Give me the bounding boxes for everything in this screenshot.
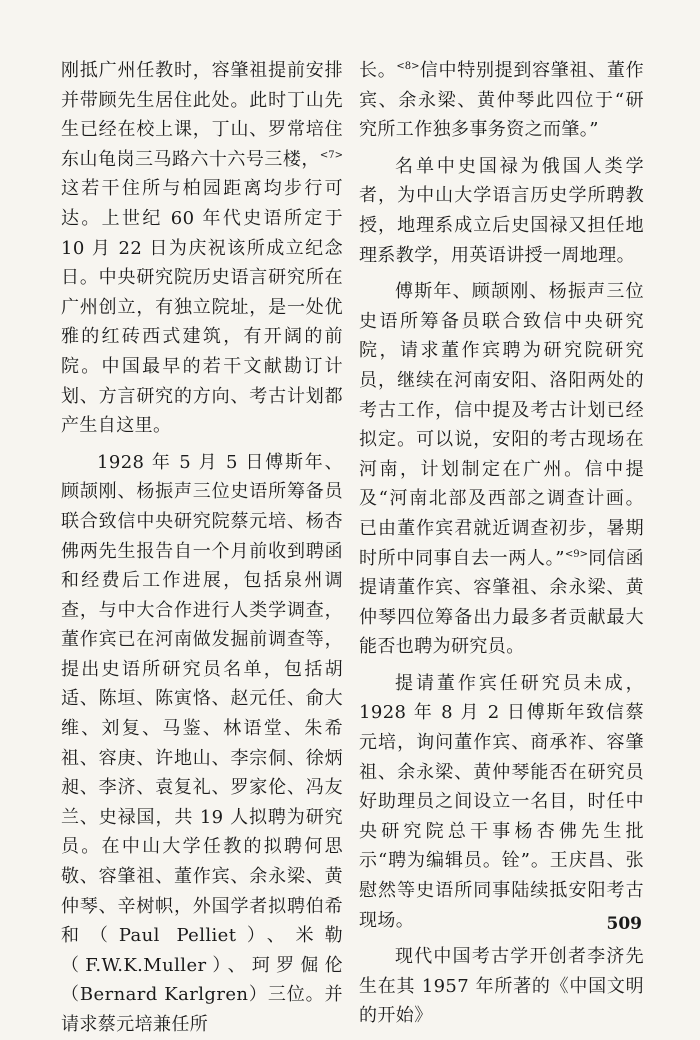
footnote-marker: <9> [564,548,588,560]
paragraph: 傅斯年、顾颉刚、杨振声三位史语所筹备员联合致信中央研究院，请求董作宾聘为研究院研究员，继续在河南安阳、洛阳两处的考古工作，信中提及考古计划已经拟定。可以说，安阳的考古现场在河南，计划制定在广州。信中提及“河南北部及西部之调查计画。已由董作宾君就近调查初步，暑期时所中同事自去一两人。”$^{<9>}$同信函提请董作宾、容肇祖、余永梁、黄仲琴四位筹备出力最多者贡献最大能否也聘为研究员。 [359,281,644,658]
paragraph: 名单中史国禄为俄国人类学者，为中山大学语言历史学所聘教授，地理系成立后史国禄又担任地理系教学，用英语讲授一周地理。 [359,155,644,266]
paragraph: 刚抵广州任教时，容肇祖提前安排并带顾先生居住此处。此时丁山先生已经在校上课，丁山、罗常培住东山龟岗三马路六十六号三楼，$^{<7>}$这若干住所与柏园距离均步行可达。上世纪 60 年代史语所定于 10 月 22 日为庆祝该所成立纪念日。中央研究院历史语言研究所在广州创立，有独立院址，是一处优雅的红砖西式建筑，有开阔的前院。中国最早的若干文献勘订计划、方言研究的方向、考古计划都产生自这里。 [61,60,343,437]
paragraph: 长。$^{<8>}$信中特别提到容肇祖、董作宾、余永梁、黄仲琴此四位于“研究所工作独多事务资之而肇。” [359,60,644,141]
paragraph: 提请董作宾任研究员未成，1928 年 8 月 2 日傅斯年致信蔡元培，询问董作宾、商承祚、容肇祖、余永梁、黄仲琴能否在研究员好助理员之间设立一名目，时任中央研究院总干事杨杏佛先生批示“聘为编辑员。铨”。王庆昌、张慰然等史语所同事陆续抵安阳考古现场。 [359,672,644,931]
footnote-marker: <7> [319,149,343,161]
right-column [359,56,644,1031]
paragraph: 1928 年 5 月 5 日傅斯年、顾颉刚、杨振声三位史语所筹备员联合致信中央研究院蔡元培、杨杏佛两先生报告自一个月前收到聘函和经费后工作进展，包括泉州调查，与中大合作进行人类学调查，董作宾已在河南做发掘前调查等，提出史语所研究员名单，包括胡适、陈垣、陈寅恪、赵元任、俞大维、刘复、马鉴、林语堂、朱希祖、容庚、许地山、李宗侗、徐炳昶、李济、袁复礼、罗家伦、冯友兰、史禄国，共 19 人拟聘为研究员。在中山大学任教的拟聘何思敬、容肇祖、董作宾、余永梁、黄仲琴、辛树帜，外国学者拟聘伯希和（Paul Pelliet）、米勒（F.W.K.Muller）、珂罗倔伦（Bernard Karlgren）三位。并请求蔡元培兼任所 [61,451,343,1035]
page-number: 509 [606,914,642,934]
paragraph: 现代中国考古学开创者李济先生在其 1957 年所著的《中国文明的开始》 [359,946,644,1027]
left-column [61,56,343,1040]
footnote-marker: <8> [396,61,420,72]
